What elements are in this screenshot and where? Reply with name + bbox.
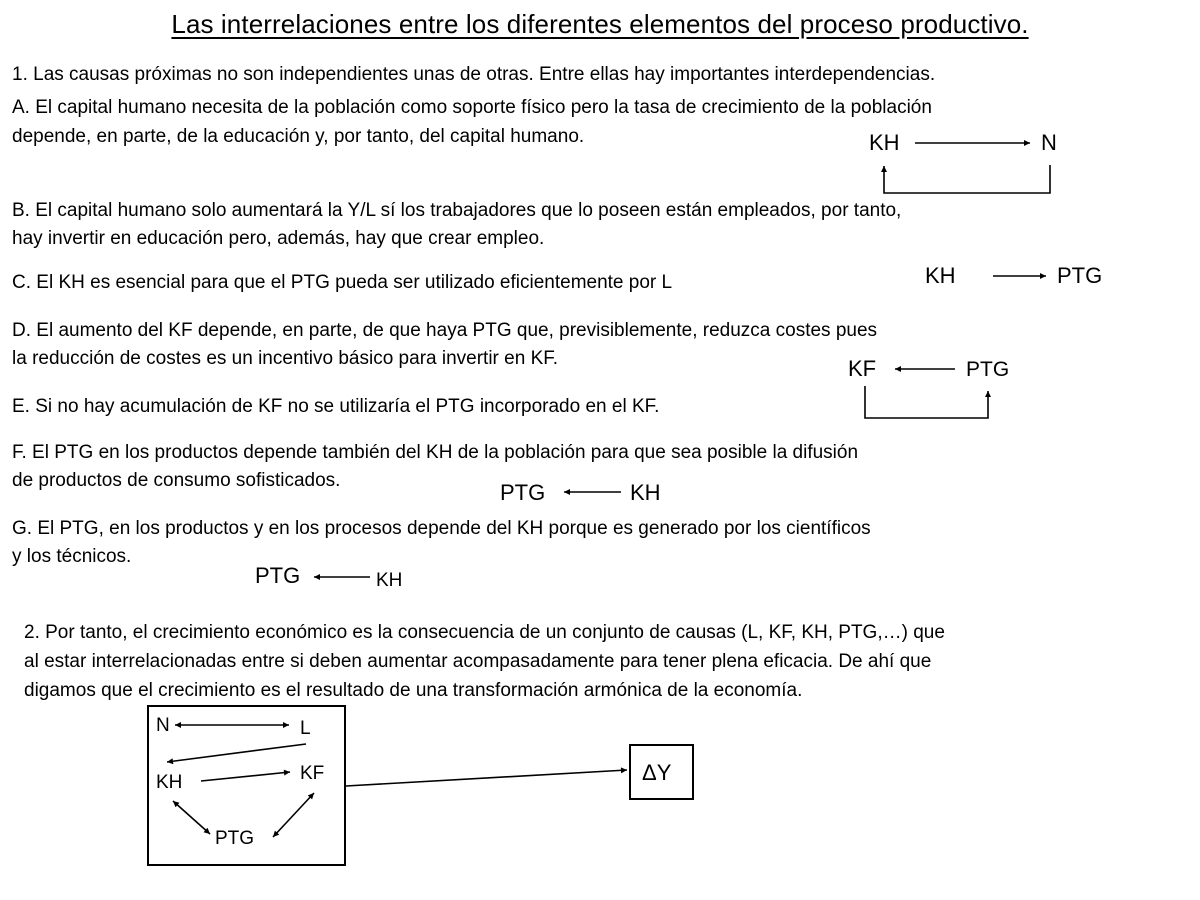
section2-line3: digamos que el crecimiento es el resultado de una transformación armónica de la economía. — [24, 680, 803, 701]
diagram-f-kh-label: KH — [630, 480, 661, 505]
item-d-line1: D. El aumento del KF depende, en parte, de que haya PTG que, previsiblemente, reduzca costes pues — [12, 320, 878, 341]
node-kf-label: KF — [300, 763, 325, 784]
section2-line1: 2. Por tanto, el crecimiento económico es la consecuencia de un conjunto de causas (L, KF, KH, PTG,…) que — [24, 622, 945, 643]
diagram-c-kh-label: KH — [925, 263, 956, 288]
arrow-kf-to-ptg — [865, 386, 988, 418]
diagram-de-kf-label: KF — [848, 356, 877, 381]
arrow-n-to-kh — [884, 165, 1050, 193]
item-d-line2: la reducción de costes es un incentivo básico para invertir en KF. — [12, 348, 559, 369]
arrow-to-delta-y — [346, 770, 627, 786]
diagram-de-ptg-label: PTG — [966, 358, 1010, 381]
item-g-line1: G. El PTG, en los productos y en los procesos depende del KH porque es generado por los científicos — [12, 518, 871, 539]
item-g-line2: y los técnicos. — [12, 546, 132, 567]
node-l-label: L — [300, 718, 311, 739]
diagram-g-ptg-label: PTG — [255, 563, 301, 588]
section1-intro: 1. Las causas próximas no son independientes unas de otras. Entre ellas hay importantes interdependencias. — [12, 64, 936, 85]
item-c-line1: C. El KH es esencial para que el PTG pueda ser utilizado eficientemente por L — [12, 272, 673, 293]
item-b-line1: B. El capital humano solo aumentará la Y/L sí los trabajadores que lo poseen están empleados, por tanto, — [12, 200, 902, 221]
node-n-label: N — [156, 715, 170, 736]
page-title: Las interrelaciones entre los diferentes elementos del proceso productivo. — [171, 9, 1029, 39]
diagram-g-kh-label: KH — [376, 570, 403, 591]
item-b-line2: hay invertir en educación pero, además, hay que crear empleo. — [12, 228, 545, 249]
delta-y-label: ΔY — [642, 760, 672, 785]
diagram-f-ptg-label: PTG — [500, 480, 546, 505]
item-a-line1: A. El capital humano necesita de la población como soporte físico pero la tasa de crecimiento de la población — [12, 97, 932, 118]
node-kh-label: KH — [156, 772, 183, 793]
item-a-line2: depende, en parte, de la educación y, por tanto, del capital humano. — [12, 126, 585, 147]
diagram-a-n-label: N — [1041, 130, 1057, 155]
diagram-a-kh-label: KH — [869, 130, 900, 155]
node-ptg-label: PTG — [215, 828, 255, 849]
diagram-c-ptg-label: PTG — [1057, 263, 1103, 288]
item-f-line1: F. El PTG en los productos depende también del KH de la población para que sea posible la difusión — [12, 442, 859, 463]
item-e-line1: E. Si no hay acumulación de KF no se utilizaría el PTG incorporado en el KF. — [12, 396, 660, 417]
item-f-line2: de productos de consumo sofisticados. — [12, 470, 341, 491]
section2-line2: al estar interrelacionadas entre si deben aumentar acompasadamente para tener plena eficacia. De ahí que — [24, 651, 932, 672]
